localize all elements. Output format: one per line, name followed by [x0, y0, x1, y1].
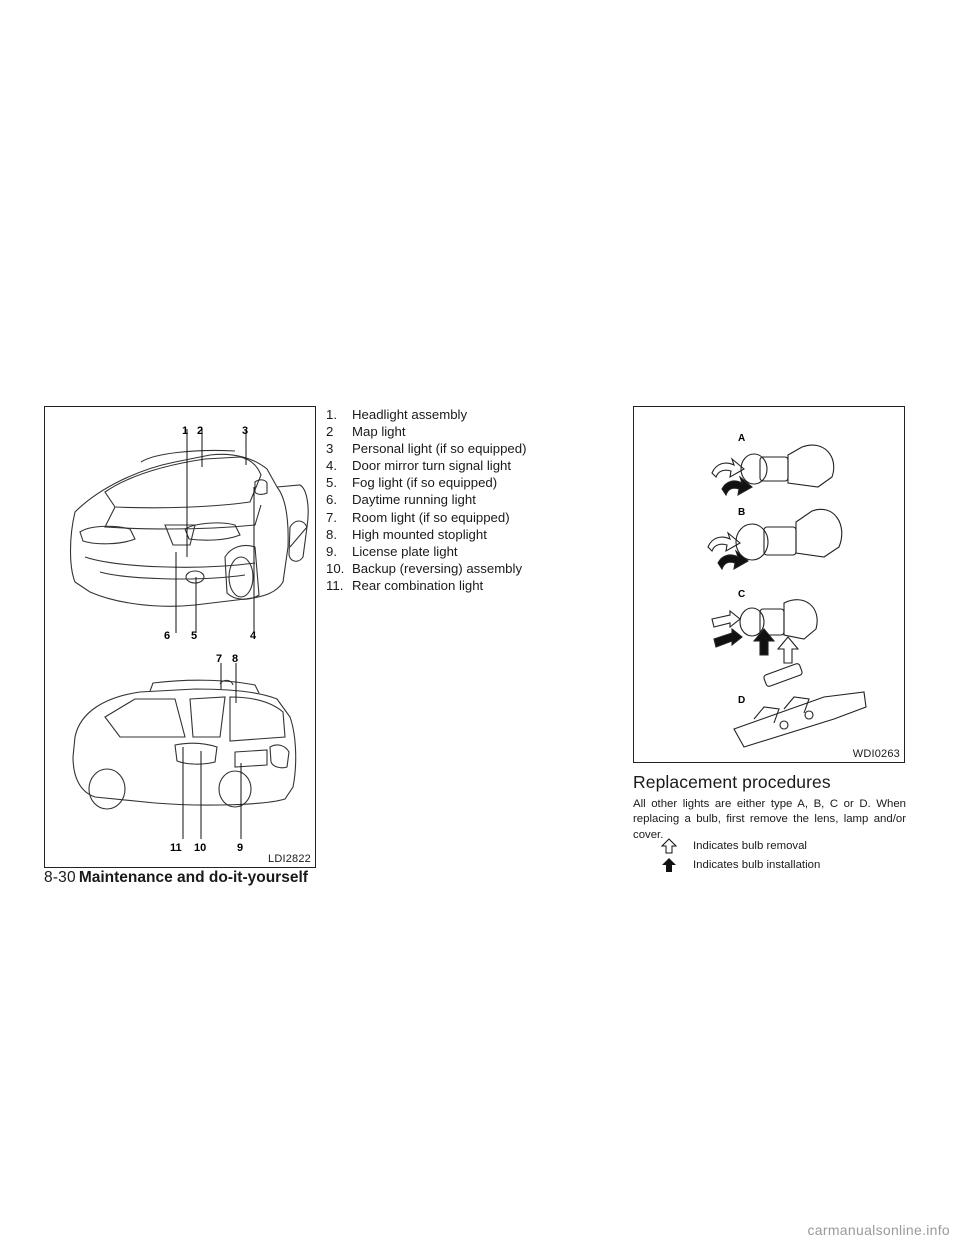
- install-label: Indicates bulb installation: [693, 859, 821, 871]
- legend-item: 3 Personal light (if so equipped): [326, 441, 527, 457]
- section-heading: Replacement procedures: [633, 772, 831, 792]
- bulb-label-c: C: [738, 589, 746, 600]
- legend-item: 11. Rear combination light: [326, 577, 484, 593]
- callout-2: 2: [197, 425, 204, 437]
- page-footer: [44, 869, 308, 887]
- removal-indicator: [661, 838, 807, 854]
- legend-item: 2 Map light: [326, 424, 406, 440]
- removal-label: Indicates bulb removal: [693, 840, 807, 852]
- legend-item: 6. Daytime running light: [326, 492, 476, 508]
- callout-4: 4: [250, 630, 257, 642]
- bulb-label-a: A: [738, 433, 746, 444]
- bulb-types-figure: [633, 406, 905, 763]
- legend-item: 1. Headlight assembly: [326, 407, 468, 422]
- vehicle-lights-figure: [44, 406, 316, 868]
- figure-code: LDI2822: [268, 853, 311, 865]
- section-title: Maintenance and do-it-yourself: [78, 869, 308, 886]
- section-body-text: All other lights are either type A, B, C or D. When replacing a bulb, first remove the lens, lamp and/or cover.: [633, 798, 906, 841]
- callout-8: 8: [232, 653, 239, 665]
- light-legend-list: [326, 406, 616, 594]
- vehicle-lights-illustration: [45, 407, 315, 867]
- callout-10: 10: [194, 842, 207, 854]
- bulb-a-drawing: [712, 445, 834, 495]
- rear-suv-drawing: [73, 680, 296, 809]
- bulb-d-drawing: [734, 629, 866, 747]
- hollow-arrow-up-icon: [661, 838, 677, 854]
- legend-item: 4. Door mirror turn signal light: [326, 458, 512, 474]
- bulb-label-d: D: [738, 695, 746, 706]
- legend-item: 10. Backup (reversing) assembly: [326, 560, 523, 576]
- legend-item: 8. High mounted stoplight: [326, 526, 487, 542]
- legend-item: 5. Fog light (if so equipped): [326, 475, 498, 491]
- callout-1: 1: [182, 425, 189, 437]
- bulb-b-drawing: [708, 509, 842, 569]
- bulb-label-b: B: [738, 507, 746, 518]
- bulb-types-illustration: [634, 407, 904, 762]
- legend-item: 9. License plate light: [326, 543, 458, 559]
- page-number: 8-30: [44, 869, 76, 886]
- callout-3: 3: [242, 425, 249, 437]
- front-suv-drawing: [71, 450, 309, 606]
- figure-code: WDI0263: [852, 748, 900, 760]
- legend-item: 7. Room light (if so equipped): [326, 509, 510, 525]
- watermark-text: carmanualsonline.info: [807, 1222, 950, 1238]
- callout-leaders: [176, 429, 254, 839]
- callout-5: 5: [191, 630, 198, 642]
- solid-arrow-up-icon: [661, 857, 677, 873]
- callout-7: 7: [216, 653, 223, 665]
- installation-indicator: [661, 857, 820, 873]
- callout-6: 6: [164, 630, 171, 642]
- callout-9: 9: [237, 842, 244, 854]
- callout-11: 11: [170, 842, 182, 854]
